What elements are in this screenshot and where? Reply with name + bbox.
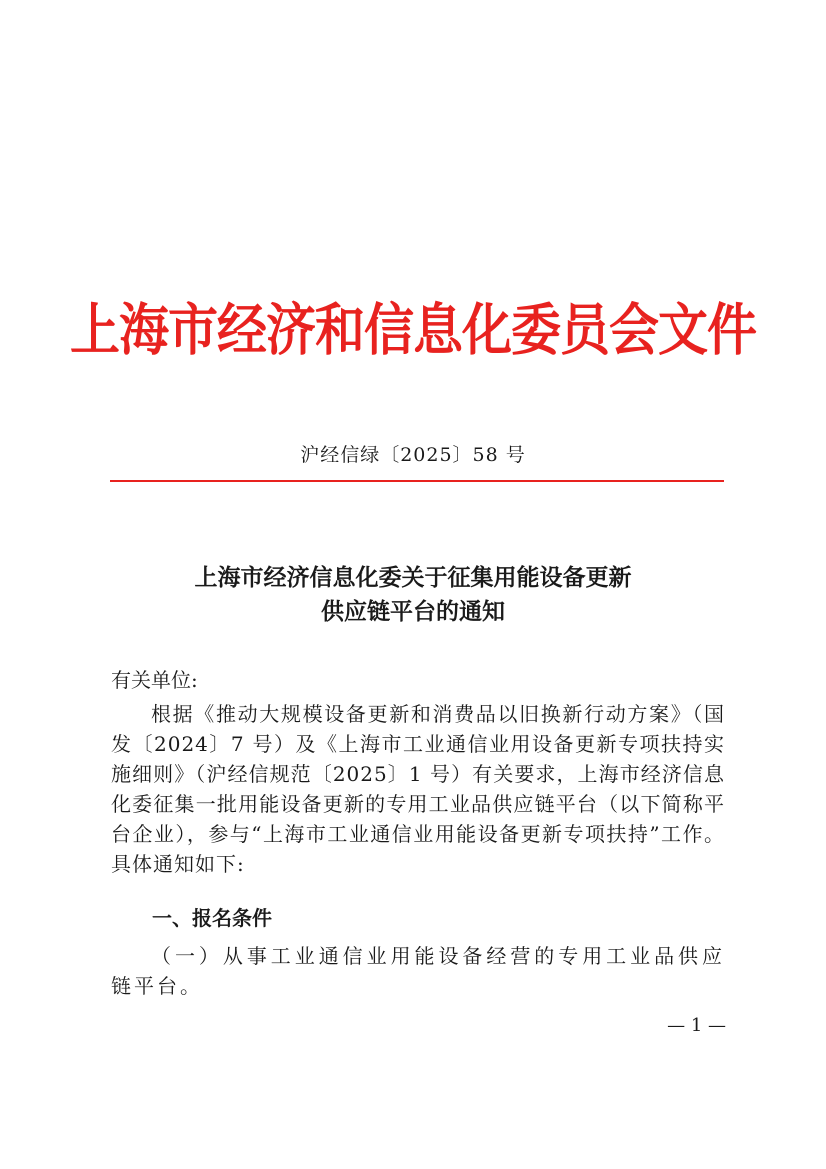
body-paragraph-1: 根据《推动大规模设备更新和消费品以旧换新行动方案》（国发〔2024〕7 号）及《上海市工业通信业用设备更新专项扶持实施细则》（沪经信规范〔2025〕1 号）有关要求，上海市经济信息化委征集一批用能设备更新的专用工业品供应链平台（以下简称平台企业），参与“上海市工业通信业用能设备更新专项扶持”工作。具体通知如下: [111,702,725,876]
body-paragraph-2: （一）从事工业通信业用能设备经营的专用工业品供应链平台。 [111,944,725,998]
salutation: 有关单位: [111,668,198,692]
notice-title-line-2: 供应链平台的通知 [321,598,505,625]
red-separator-line [110,480,724,482]
masthead-title: 上海市经济和信息化委员会文件 [70,296,756,363]
document-number: 沪经信绿〔2025〕58 号 [300,444,526,466]
section-heading-1: 一、报名条件 [152,906,272,930]
notice-title [0,561,826,629]
page-number: — 1 — [667,1015,726,1036]
notice-title-line-1: 上海市经济信息化委关于征集用能设备更新 [194,564,632,591]
